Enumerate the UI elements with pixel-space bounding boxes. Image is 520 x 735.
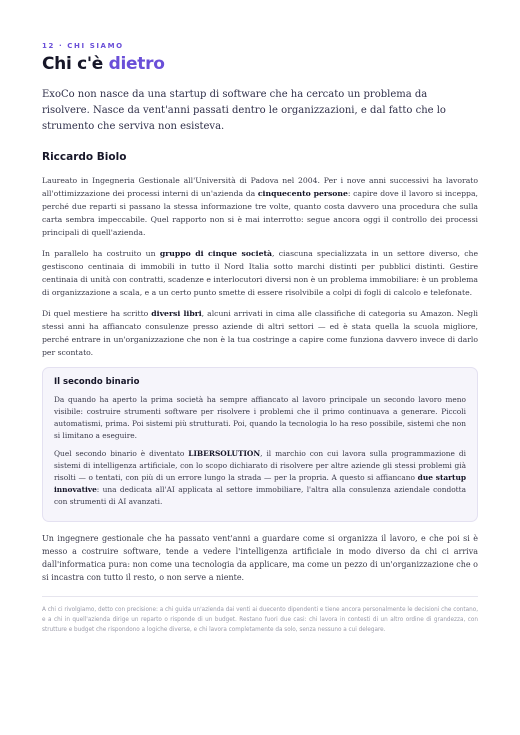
page-title-main: Chi c'è xyxy=(42,54,109,74)
divider xyxy=(42,596,478,597)
bio-paragraph-3 xyxy=(42,307,478,359)
callout-paragraph-2 xyxy=(54,448,466,508)
callout-p2-brand: LIBERSOLUTION xyxy=(188,449,261,458)
bio-p2-text-c: , ciascuna specializzata in un settore diverso, che gestiscono centinaia di immobili in tutto il Nord Italia sotto marchi distinti per pubblici distinti. Gestire centinaia di unità con contratti, scadenze e interlocutori diversi non è un problema immobiliare: è un problema di organizzazione a scala, e a un certo punto smette di essere risolvibile a colpi di fogli di calcolo e telefonate. xyxy=(42,249,479,297)
bio-p2-highlight: gruppo di cinque società xyxy=(159,249,273,258)
callout-p2-highlight: due startup innovative xyxy=(54,473,466,494)
bio-p3-highlight: diversi libri xyxy=(151,309,202,318)
bio-paragraph-2 xyxy=(42,247,478,299)
bio-p3-text-a: Di quel mestiere ha scritto xyxy=(42,309,152,318)
callout-title: Il secondo binario xyxy=(54,377,140,387)
callout-p2-text-c: , il marchio con cui lavora sulla programmazione di sistemi di intelligenza artificiale, con lo scopo dichiarato di risolvere per altre aziende gli stessi problemi già risolti — o tentati, con più di un errore lungo la strada — per la propria. A questo si affiancano xyxy=(54,449,466,482)
footnote: A chi ci rivolgiamo, detto con precisione: a chi guida un'azienda dai venti ai duecento dipendenti e tiene ancora personalmente le decisioni che contano, e a chi in quell'azienda dirige un reparto o risponde di un budget. Restano fuori due casi: chi lavora in contesti di un altro ordine di grandezza, con strutture e budget che rispondono a logiche diverse, e chi lavora completamente da solo, senza nessuno a cui delegare. xyxy=(42,607,479,633)
bio-p3-text-c: , alcuni arrivati in cima alle classifiche di categoria su Amazon. Negli stessi anni ha affiancato consulenze presso aziende di altri settori — ed è stata quella la scuola migliore, perché entrare in un'organizzazione che non è la tua costringe a capire come funziona davvero invece di darlo per scontato. xyxy=(42,309,478,357)
person-name-heading: Riccardo Biolo xyxy=(42,151,127,163)
lead-paragraph: ExoCo non nasce da una startup di software che ha cercato un problema da risolvere. Nasce da vent'anni passati dentro le organizzazioni, e dal fatto che lo strumento che serviva non esisteva. xyxy=(42,89,446,132)
callout-p2-text-e: : una dedicata all'AI applicata al settore immobiliare, l'altra alla consulenza aziendale condotta con strumenti di AI avanzati. xyxy=(54,485,466,506)
bio-paragraph-1 xyxy=(42,174,478,239)
callout-box xyxy=(42,367,478,522)
page-title-accent: dietro xyxy=(108,54,165,74)
callout-p2-text-a: Quel secondo binario è diventato xyxy=(54,449,189,458)
bio-p1-highlight: cinquecento persone xyxy=(257,189,348,198)
bio-p1-text-a: Laureato in Ingegneria Gestionale all'Università di Padova nel 2004. Per i nove anni successivi ha lavorato all'ottimizzazione dei processi interni di un'azienda da xyxy=(42,176,478,198)
closing-paragraph: Un ingegnere gestionale che ha passato vent'anni a guardare come si organizza il lavoro, e che poi si è messo a costruire software, tende a vedere l'intelligenza artificiale in modo diverso da chi ci arriva dall'informatica pura: non come una tecnologia da applicare, ma come un pezzo di un'organizzazione che o si incastra con tutto il resto, o non serve a niente. xyxy=(42,534,478,582)
section-kicker: 12 · CHI SIAMO xyxy=(42,42,124,50)
bio-p1-text-c: : capire dove il lavoro si inceppa, perché due reparti si passano la stessa informazione tre volte, quanto costa davvero una procedura che sulla carta sembra impeccabile. Quel rapporto non si è mai interrotto: segue ancora oggi il controllo dei processi principali di quell'azienda. xyxy=(42,189,478,237)
page-title xyxy=(42,54,478,74)
bio-p2-text-a: In parallelo ha costruito un xyxy=(42,249,160,258)
callout-paragraph-1: Da quando ha aperto la prima società ha sempre affiancato al lavoro principale un secondo lavoro meno visibile: costruire strumenti software per risolvere i problemi che il primo continuava a generare. Piccoli automatismi, prima. Poi sistemi più strutturati. Poi, quando la tecnologia lo ha reso possibile, sistemi che non si limitano a eseguire. xyxy=(54,395,466,440)
